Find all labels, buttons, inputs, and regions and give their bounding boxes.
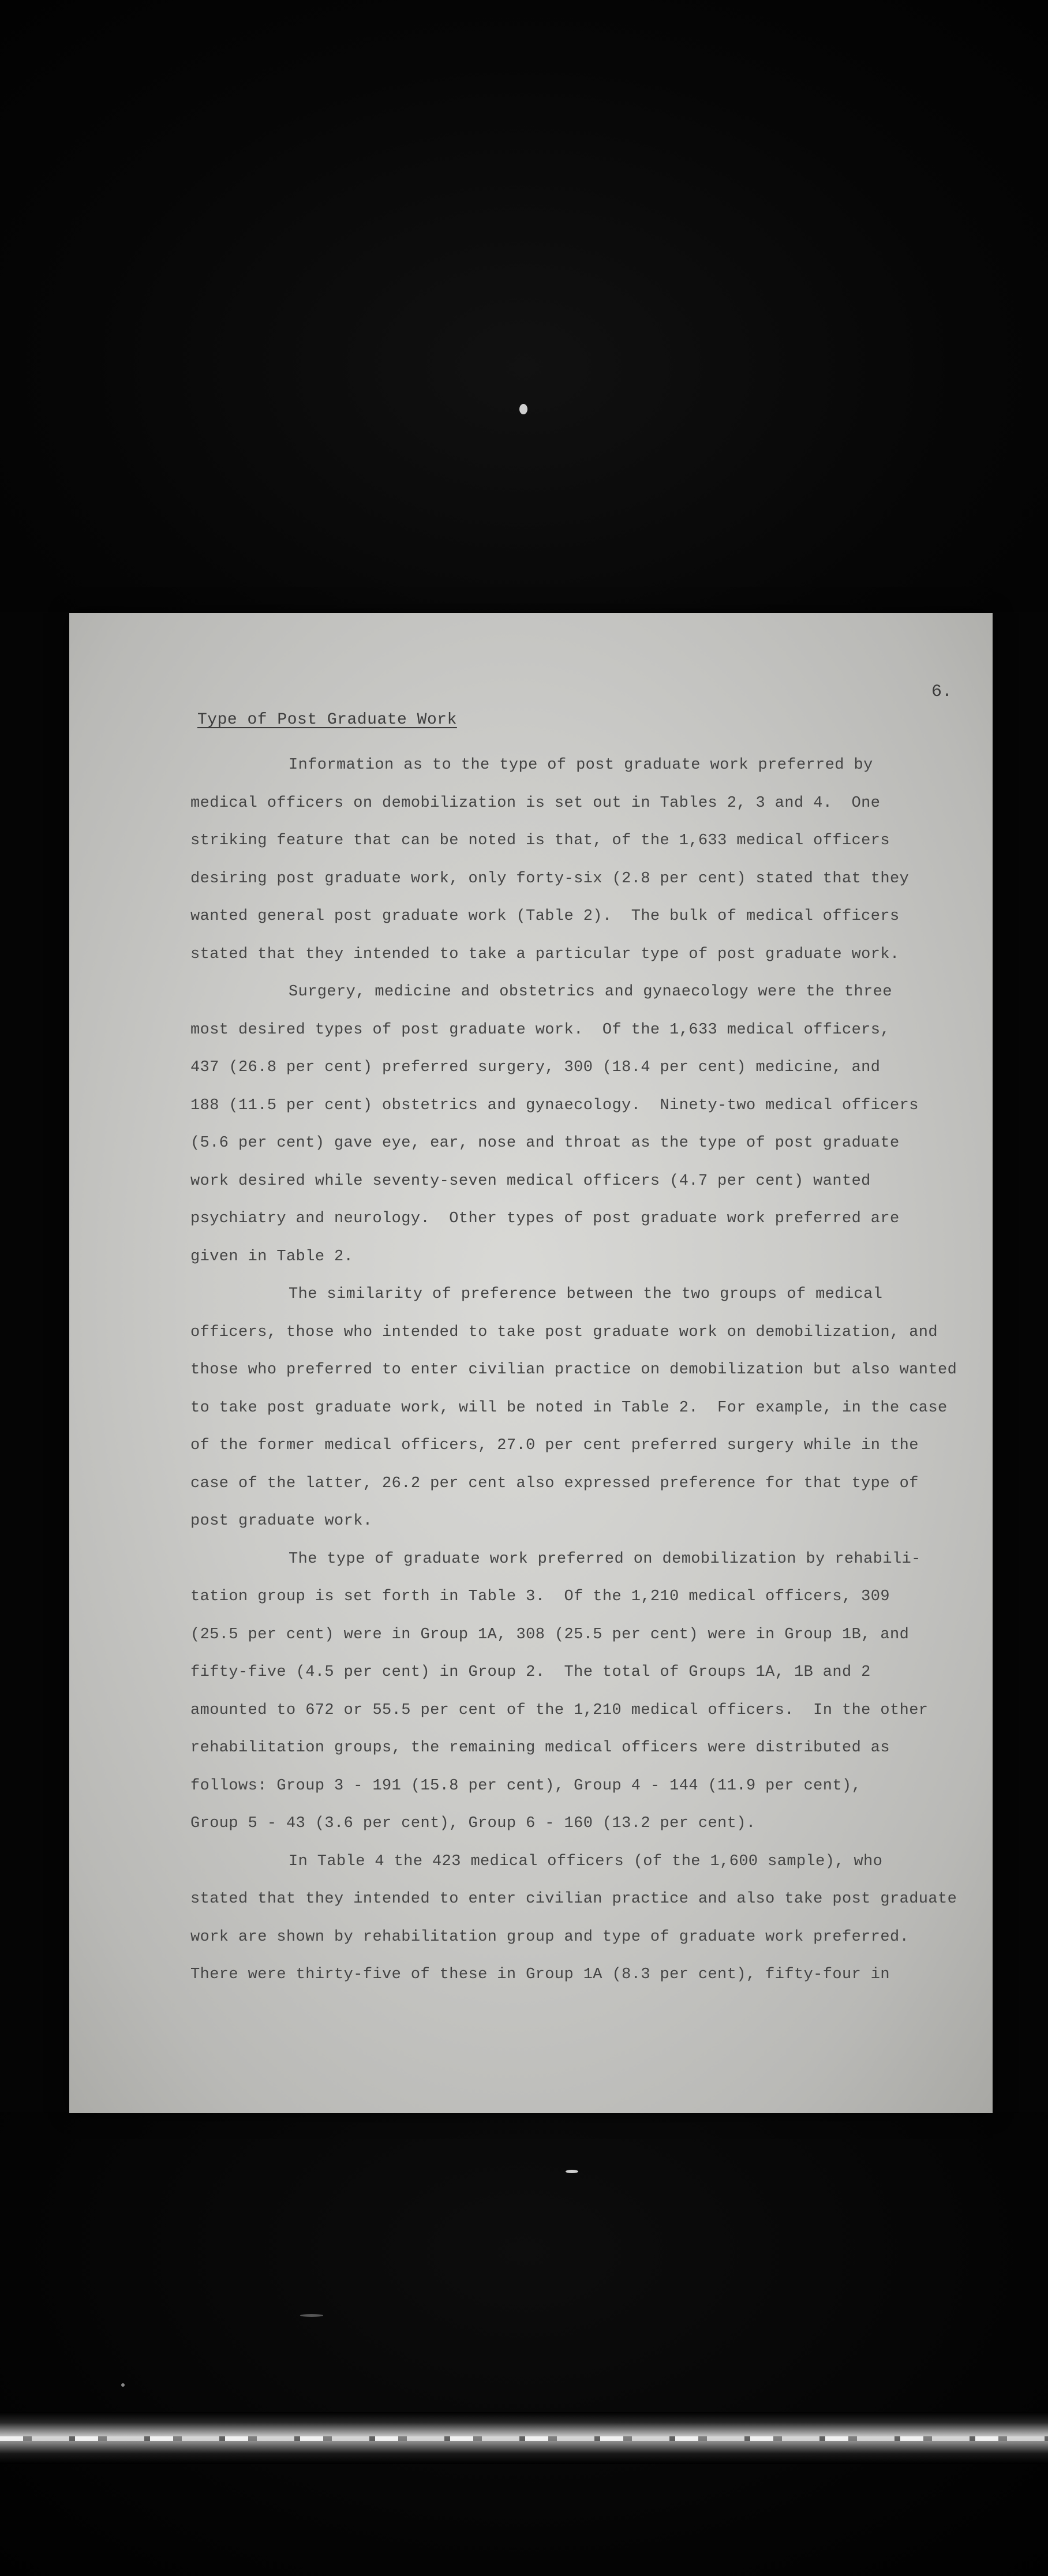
text-line: stated that they intended to enter civilian practice and also take post graduate xyxy=(190,1890,957,1908)
text-line: 188 (11.5 per cent) obstetrics and gynaecology. Ninety-two medical officers xyxy=(190,1096,919,1114)
text-line: striking feature that can be noted is that, of the 1,633 medical officers xyxy=(190,832,890,849)
paragraph xyxy=(190,1843,958,1881)
text-line: to take post graduate work, will be noted in Table 2. For example, in the case xyxy=(190,1399,948,1417)
document-page xyxy=(69,613,993,2113)
paragraph xyxy=(190,1541,958,1579)
paragraph xyxy=(190,974,958,1012)
text-line: officers, those who intended to take post graduate work on demobilization, and xyxy=(190,1323,938,1341)
text-line: work desired while seventy-seven medical officers (4.7 per cent) wanted xyxy=(190,1172,871,1190)
text-line: those who preferred to enter civilian practice on demobilization but also wanted xyxy=(190,1361,957,1379)
text-line: Information as to the type of post graduate work preferred by xyxy=(289,757,873,774)
text-line: There were thirty-five of these in Group 1A (8.3 per cent), fifty-four in xyxy=(190,1966,890,1983)
film-background-top xyxy=(0,0,1048,612)
text-line: psychiatry and neurology. Other types of post graduate work preferred are xyxy=(190,1210,900,1227)
text-line: Surgery, medicine and obstetrics and gynaecology were the three xyxy=(289,983,892,1001)
text-line: The type of graduate work preferred on demobilization by rehabili- xyxy=(289,1550,921,1568)
paragraph xyxy=(190,1276,958,1314)
text-line: follows: Group 3 - 191 (15.8 per cent), Group 4 - 144 (11.9 per cent), xyxy=(190,1777,862,1795)
section-heading: Type of Post Graduate Work xyxy=(197,711,457,729)
dust-speck xyxy=(121,2383,125,2387)
text-line: wanted general post graduate work (Table 2). The bulk of medical officers xyxy=(190,908,900,925)
text-line: medical officers on demobilization is set out in Tables 2, 3 and 4. One xyxy=(190,794,881,812)
text-line: 437 (26.8 per cent) preferred surgery, 300 (18.4 per cent) medicine, and xyxy=(190,1059,881,1076)
page-number: 6. xyxy=(931,682,952,702)
text-line: given in Table 2. xyxy=(190,1248,354,1265)
text-line: In Table 4 the 423 medical officers (of the 1,600 sample), who xyxy=(289,1852,883,1870)
text-line: (25.5 per cent) were in Group 1A, 308 (25.5 per cent) were in Group 1B, and xyxy=(190,1626,909,1643)
text-line: amounted to 672 or 55.5 per cent of the 1,210 medical officers. In the other xyxy=(190,1701,929,1719)
dust-speck xyxy=(300,2314,323,2317)
text-line: post graduate work. xyxy=(190,1512,373,1530)
text-line: desiring post graduate work, only forty-six (2.8 per cent) stated that they xyxy=(190,870,909,888)
text-line: tation group is set forth in Table 3. Of the 1,210 medical officers, 309 xyxy=(190,1588,890,1605)
text-line: fifty-five (4.5 per cent) in Group 2. The total of Groups 1A, 1B and 2 xyxy=(190,1664,871,1681)
film-background-bottom xyxy=(0,2112,1048,2576)
text-line: of the former medical officers, 27.0 per cent preferred surgery while in the xyxy=(190,1437,919,1454)
paragraph xyxy=(190,747,958,785)
text-line: most desired types of post graduate work. Of the 1,633 medical officers, xyxy=(190,1021,890,1039)
text-line: The similarity of preference between the two groups of medical xyxy=(289,1286,883,1303)
text-line: Group 5 - 43 (3.6 per cent), Group 6 - 160 (13.2 per cent). xyxy=(190,1815,756,1832)
dust-speck xyxy=(566,2170,578,2173)
text-line: case of the latter, 26.2 per cent also expressed preference for that type of xyxy=(190,1474,919,1492)
film-edge-streak xyxy=(0,2436,1048,2441)
text-line: rehabilitation groups, the remaining medical officers were distributed as xyxy=(190,1739,890,1757)
text-line: work are shown by rehabilitation group and type of graduate work preferred. xyxy=(190,1928,909,1946)
text-line: stated that they intended to take a particular type of post graduate work. xyxy=(190,945,900,963)
dust-speck xyxy=(519,404,527,414)
document-body xyxy=(190,747,958,1994)
text-line: (5.6 per cent) gave eye, ear, nose and throat as the type of post graduate xyxy=(190,1135,900,1152)
